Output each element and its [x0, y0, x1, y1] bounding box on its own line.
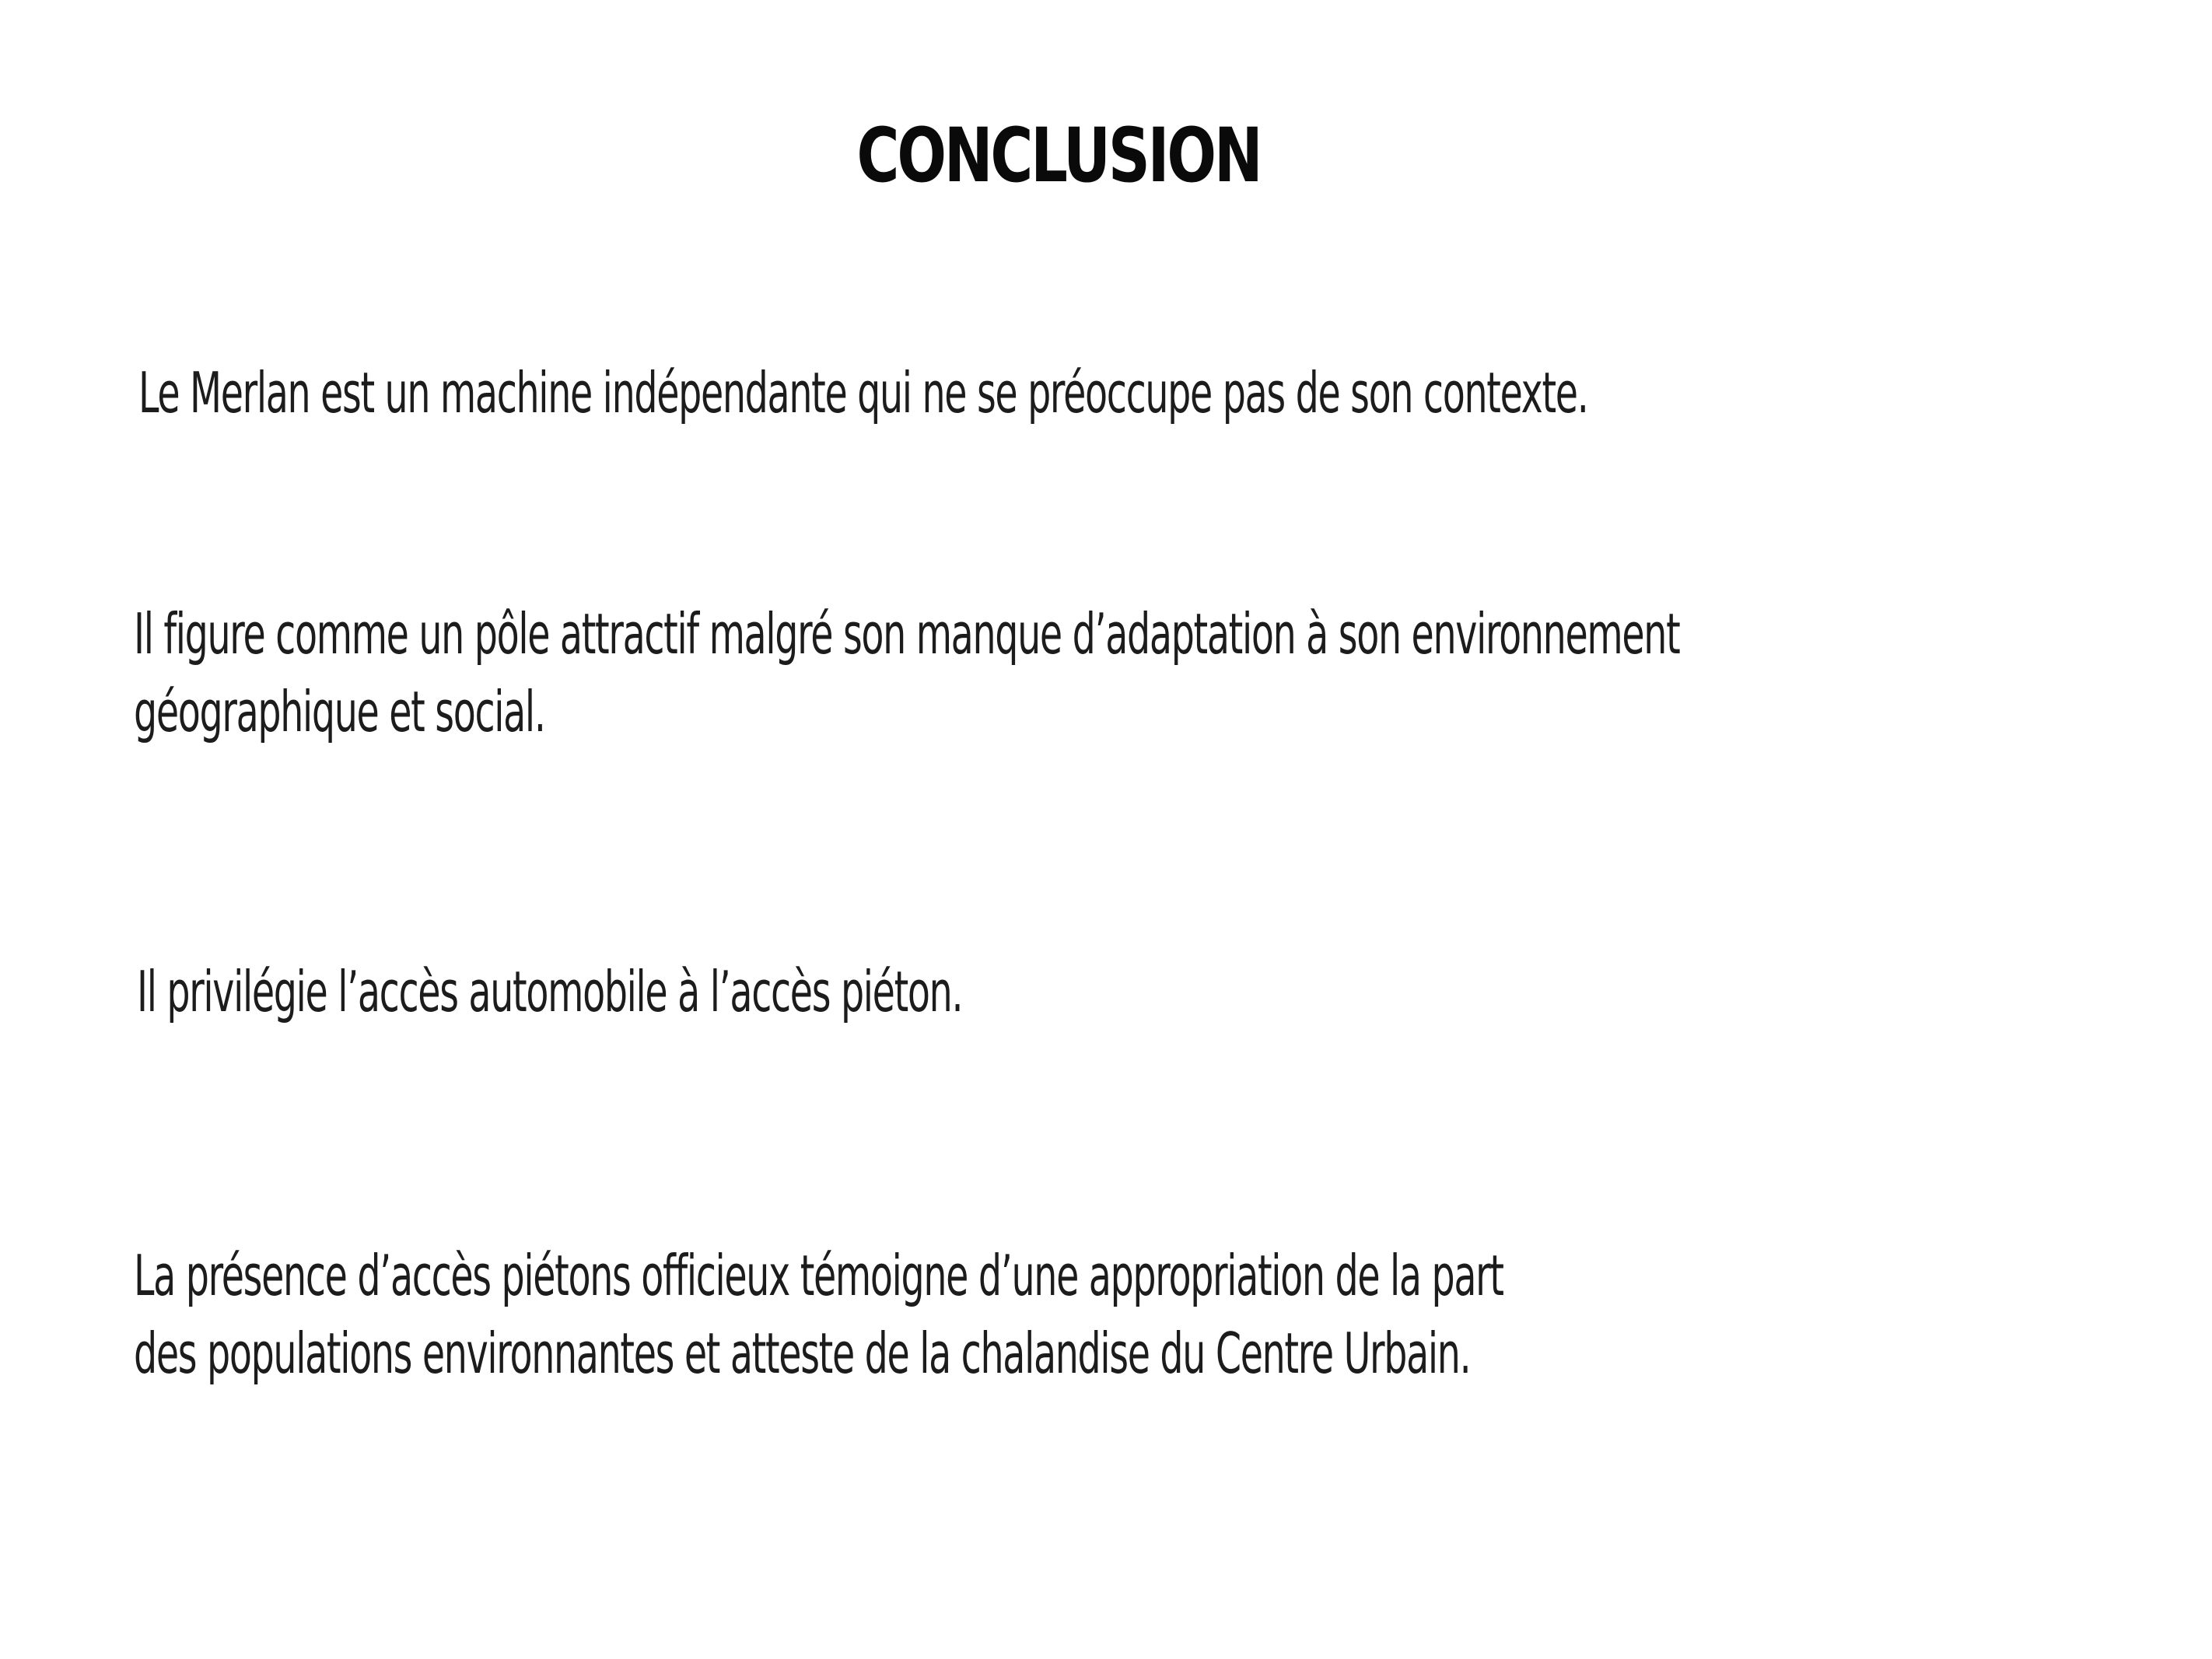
paragraph-line: Le Merlan est un machine indépendante qui ne se préoccupe pas de son contexte. [138, 360, 1588, 425]
paragraph-line: géographique et social. [134, 679, 545, 744]
paragraph-line: Il figure comme un pôle attractif malgré son manque d’adaptation à son environnement [134, 601, 1680, 667]
paragraph-2 [134, 595, 1679, 751]
paragraph-line: Il privilégie l’accès automobile à l’accès piéton. [137, 959, 963, 1024]
paragraph-1 [138, 354, 1587, 432]
paragraph-3 [137, 953, 962, 1031]
paragraph-line: des populations environnantes et atteste de la chalandise du Centre Urbain. [134, 1321, 1471, 1386]
page-title: CONCLUSION [856, 112, 1261, 199]
paragraph-line: La présence d’accès piétons officieux témoigne d’une appropriation de la part [134, 1243, 1503, 1308]
paragraph-4 [134, 1237, 1503, 1392]
